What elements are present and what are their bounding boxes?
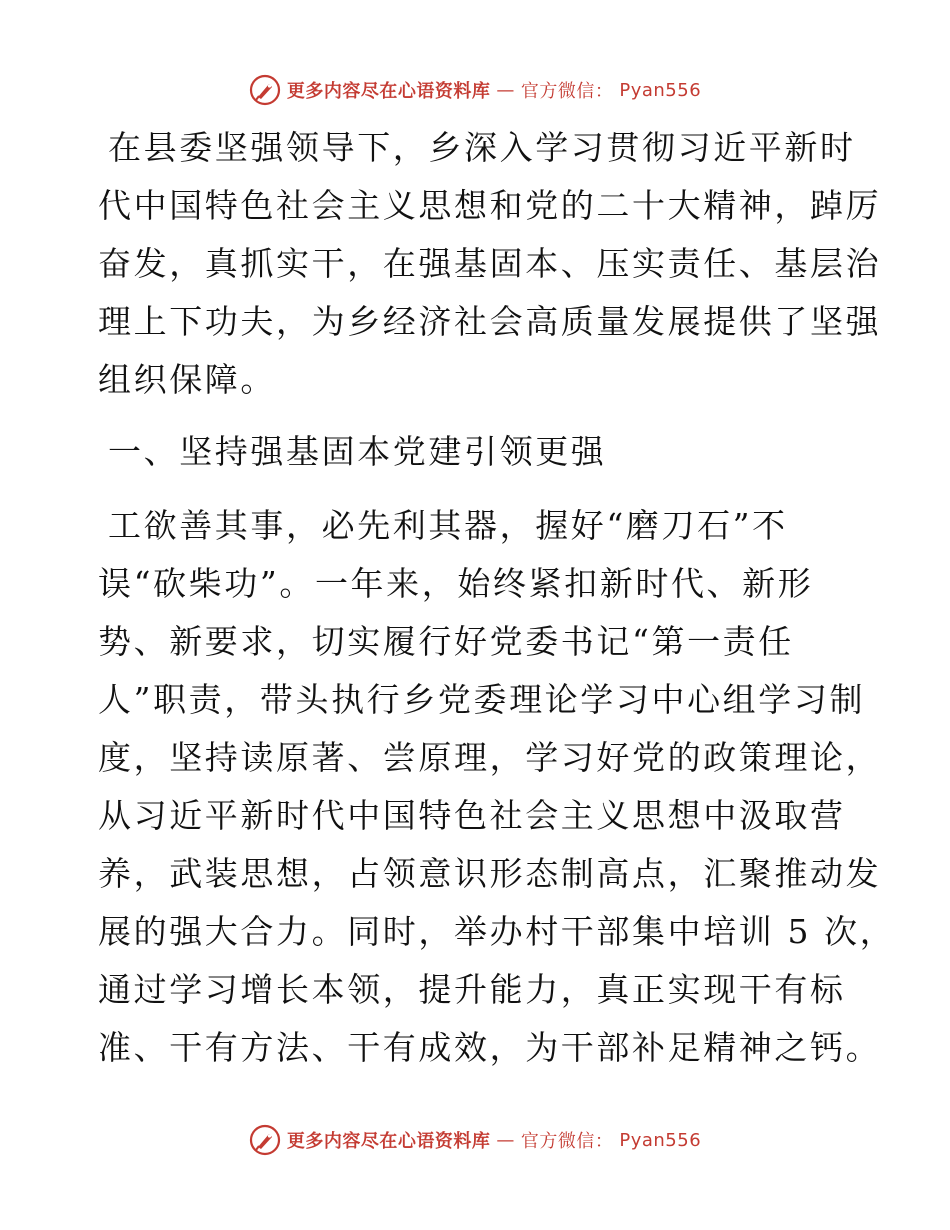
banner-dash: — (496, 1129, 515, 1151)
banner-main-text: 更多内容尽在心语资料库 (286, 1131, 491, 1152)
section-line: 势、新要求，切实履行好党委书记“第一责任 (98, 622, 794, 661)
banner-wechat-id: Pyan556 (619, 1129, 702, 1151)
footer-watermark-banner (0, 1122, 950, 1158)
banner-wechat-label: 官方微信： (520, 81, 614, 102)
pen-nib-circle-logo-icon (249, 1124, 281, 1156)
banner-dash: — (496, 79, 515, 101)
section-line: 展的强大合力。同时，举办村干部集中培训 5 次， (98, 912, 896, 951)
section-line: 度，坚持读原著、尝原理，学习好党的政策理论， (98, 738, 882, 777)
section-line: 误“砍柴功”。一年来，始终紧扣新时代、新形 (98, 564, 814, 603)
pen-nib-circle-logo-icon (249, 74, 281, 106)
intro-line: 代中国特色社会主义思想和党的二十大精神，踔厉 (98, 186, 882, 225)
intro-line: 在县委坚强领导下，乡深入学习贯彻习近平新时 (108, 128, 856, 167)
section-line: 通过学习增长本领，提升能力，真正实现干有标 (98, 970, 846, 1009)
intro-line: 奋发，真抓实干，在强基固本、压实责任、基层治 (98, 244, 882, 283)
section-line: 准、干有方法、干有成效，为干部补足精神之钙。 (98, 1028, 882, 1067)
banner-main-text: 更多内容尽在心语资料库 (286, 81, 491, 102)
section-line: 从习近平新时代中国特色社会主义思想中汲取营 (98, 796, 846, 835)
header-watermark-banner (0, 72, 950, 108)
intro-line: 理上下功夫，为乡经济社会高质量发展提供了坚强 (98, 302, 882, 341)
section-line: 人”职责，带头执行乡党委理论学习中心组学习制 (98, 680, 866, 719)
banner-wechat-id: Pyan556 (619, 79, 702, 101)
section-line: 工欲善其事，必先利其器，握好“磨刀石”不 (108, 506, 788, 545)
section-heading: 一、坚持强基固本党建引领更强 (108, 432, 607, 471)
section-line: 养，武装思想，占领意识形态制高点，汇聚推动发 (98, 854, 882, 893)
banner-wechat-label: 官方微信： (520, 1131, 614, 1152)
intro-line: 组织保障。 (98, 360, 276, 399)
